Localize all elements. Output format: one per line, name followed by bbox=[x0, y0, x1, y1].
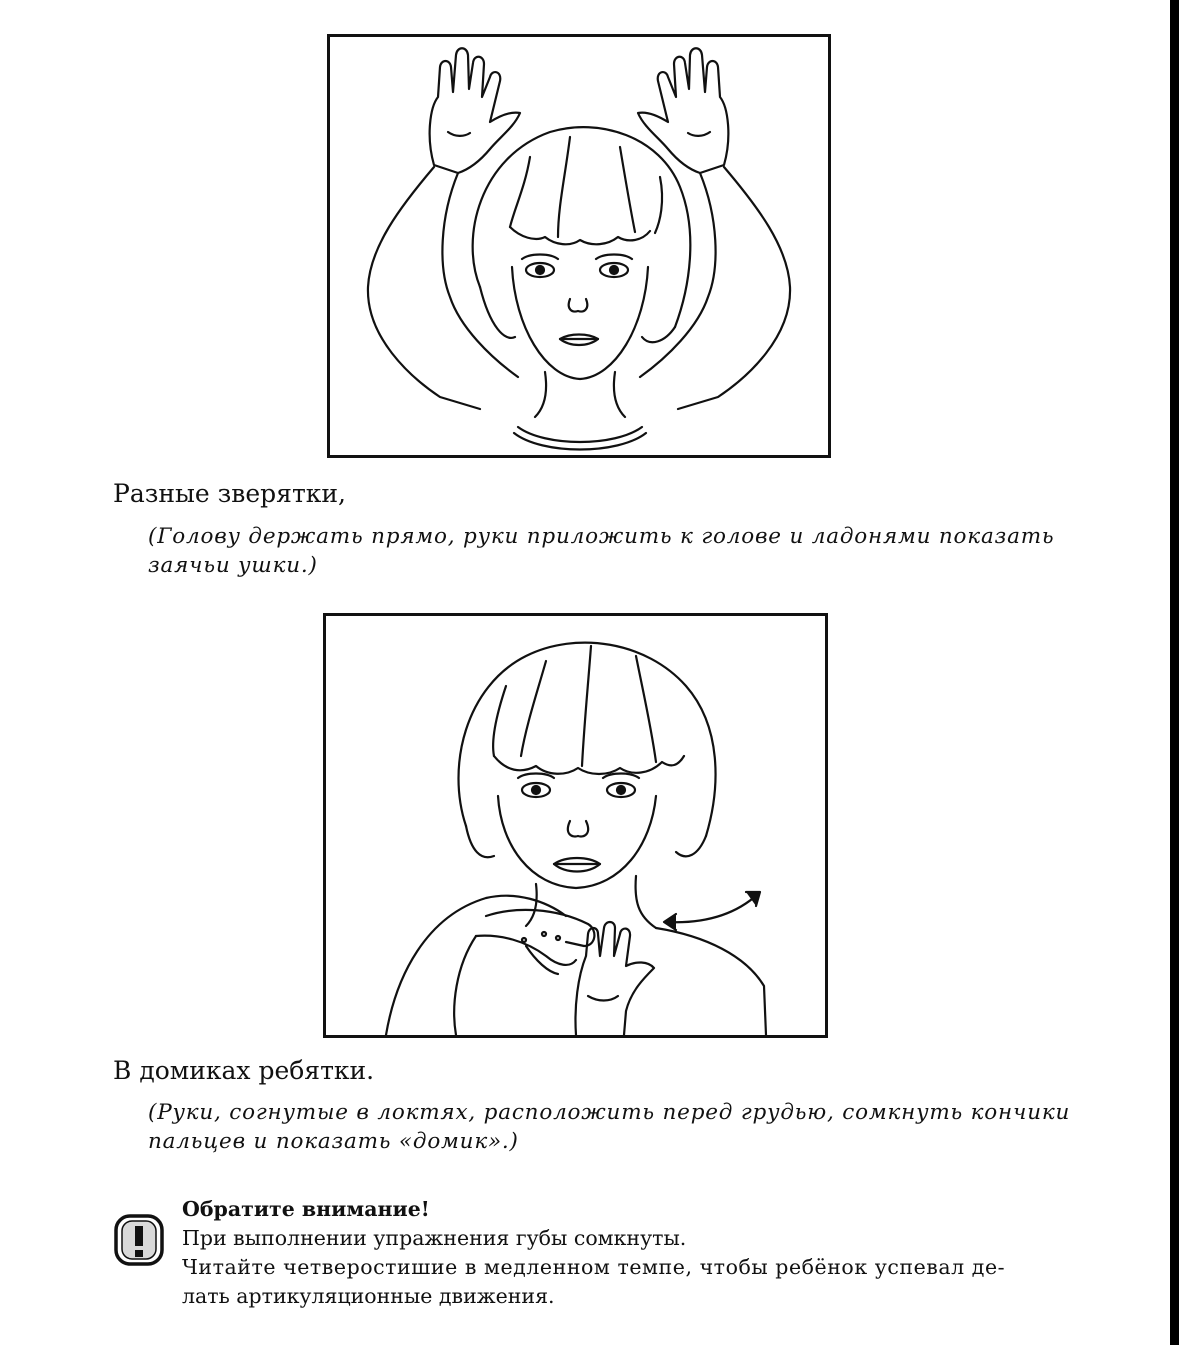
verse-line-2: В домиках ребятки. bbox=[113, 1056, 375, 1085]
instruction-1-line-2: заячьи ушки.) bbox=[148, 553, 318, 578]
instruction-1 bbox=[148, 522, 1055, 580]
exclamation-icon bbox=[113, 1213, 165, 1267]
note-line-3: лать артикуляционные движения. bbox=[182, 1284, 555, 1308]
verse-line-1: Разные зверятки, bbox=[113, 479, 347, 508]
attention-note bbox=[182, 1195, 1005, 1311]
instruction-1-line-1: (Голову держать прямо, руки приложить к голове и ладонями показать bbox=[148, 524, 1055, 549]
instruction-2-line-2: пальцев и показать «домик».) bbox=[148, 1129, 519, 1154]
note-line-1: При выполнении упражнения губы сомкнуты. bbox=[182, 1226, 687, 1250]
child-bunny-ears-illustration bbox=[330, 37, 828, 455]
note-line-2: Читайте четверостишие в медленном темпе, чтобы ребёнок успевал де- bbox=[182, 1255, 1006, 1279]
instruction-2-line-1: (Руки, согнутые в локтях, расположить перед грудью, сомкнуть кончики bbox=[148, 1100, 1071, 1125]
figure-house-hands bbox=[323, 613, 828, 1038]
instruction-2 bbox=[148, 1098, 1071, 1156]
figure-bunny-ears bbox=[327, 34, 831, 458]
note-title: Обратите внимание! bbox=[182, 1197, 430, 1221]
child-house-hands-illustration bbox=[326, 616, 825, 1035]
page-edge bbox=[1170, 0, 1179, 1345]
